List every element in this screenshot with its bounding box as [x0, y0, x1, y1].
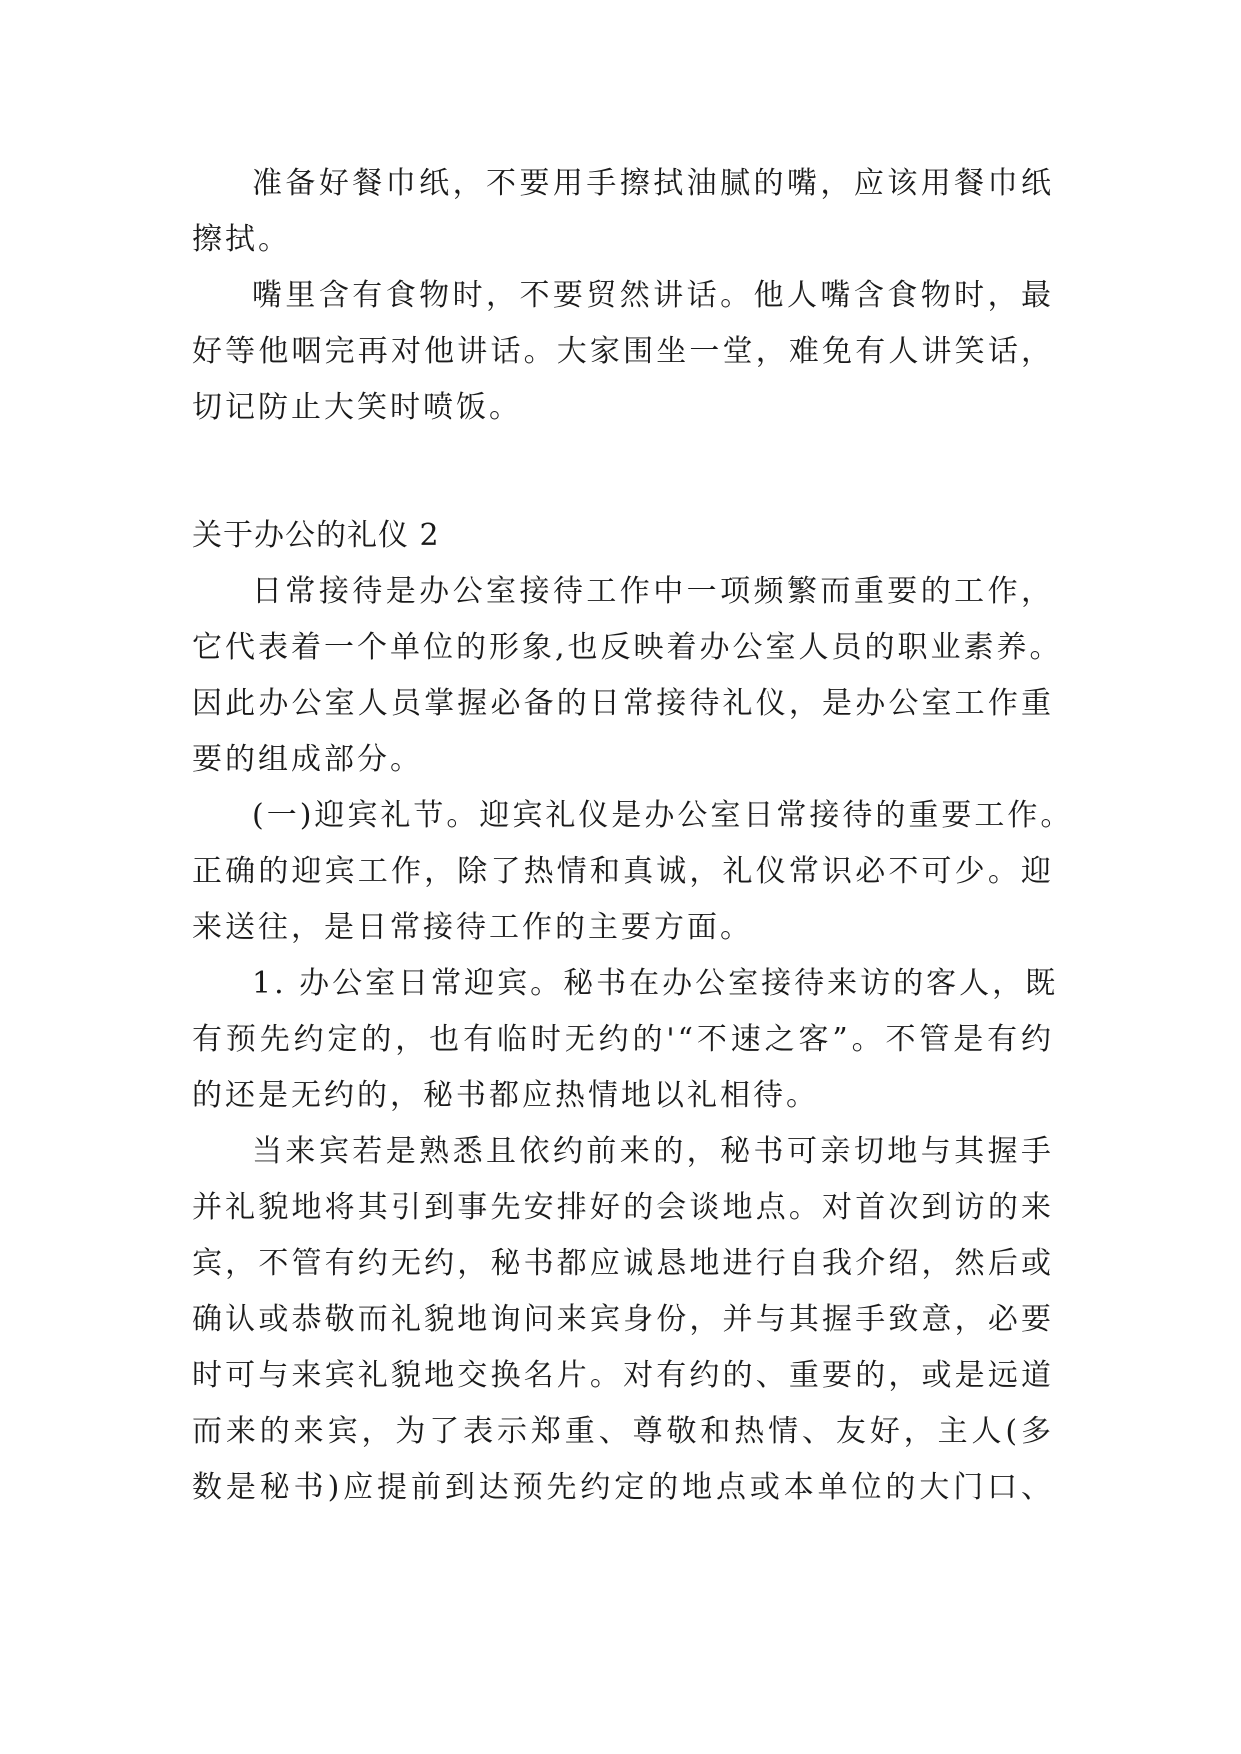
- paragraph-line: 并礼貌地将其引到事先安排好的会谈地点。对首次到访的来: [192, 1190, 1054, 1225]
- paragraph-line: 时可与来宾礼貌地交换名片。对有约的、重要的，或是远道: [192, 1358, 1054, 1393]
- paragraph-line: 好等他咽完再对他讲话。大家围坐一堂，难免有人讲笑话，: [192, 334, 1054, 369]
- paragraph-line: 因此办公室人员掌握必备的日常接待礼仪，是办公室工作重: [192, 686, 1054, 721]
- paragraph-line: 擦拭。: [192, 222, 291, 257]
- paragraph-line: 宾，不管有约无约，秘书都应诚恳地进行自我介绍，然后或: [192, 1246, 1054, 1281]
- paragraph-line: 来送往，是日常接待工作的主要方面。: [192, 910, 753, 945]
- paragraph-line: 日常接待是办公室接待工作中一项频繁而重要的工作，: [252, 574, 1054, 609]
- paragraph-line: 确认或恭敬而礼貌地询问来宾身份，并与其握手致意，必要: [192, 1302, 1054, 1337]
- paragraph-line: 正确的迎宾工作，除了热情和真诚，礼仪常识必不可少。迎: [192, 854, 1054, 889]
- paragraph-line: 要的组成部分。: [192, 742, 423, 777]
- paragraph-line: 数是秘书)应提前到达预先约定的地点或本单位的大门口、: [192, 1470, 1054, 1505]
- paragraph-line: 切记防止大笑时喷饭。: [192, 390, 522, 425]
- paragraph-line: 有预先约定的，也有临时无约的'“不速之客”。不管是有约: [192, 1022, 1054, 1057]
- paragraph-line: 当来宾若是熟悉且依约前来的，秘书可亲切地与其握手: [252, 1134, 1054, 1169]
- paragraph-line: 而来的来宾，为了表示郑重、尊敬和热情、友好，主人(多: [192, 1414, 1054, 1449]
- section-heading: 关于办公的礼仪 2: [192, 518, 440, 553]
- paragraph-line: 的还是无约的，秘书都应热情地以礼相待。: [192, 1078, 819, 1113]
- paragraph-line: 它代表着一个单位的形象,也反映着办公室人员的职业素养。: [192, 630, 1063, 665]
- paragraph-line: 准备好餐巾纸，不要用手擦拭油腻的嘴，应该用餐巾纸: [252, 166, 1054, 201]
- paragraph-line: 1. 办公室日常迎宾。秘书在办公室接待来访的客人，既: [252, 966, 1059, 1001]
- paragraph-line: (一)迎宾礼节。迎宾礼仪是办公室日常接待的重要工作。: [252, 798, 1074, 833]
- paragraph-line: 嘴里含有食物时，不要贸然讲话。他人嘴含食物时，最: [252, 278, 1054, 313]
